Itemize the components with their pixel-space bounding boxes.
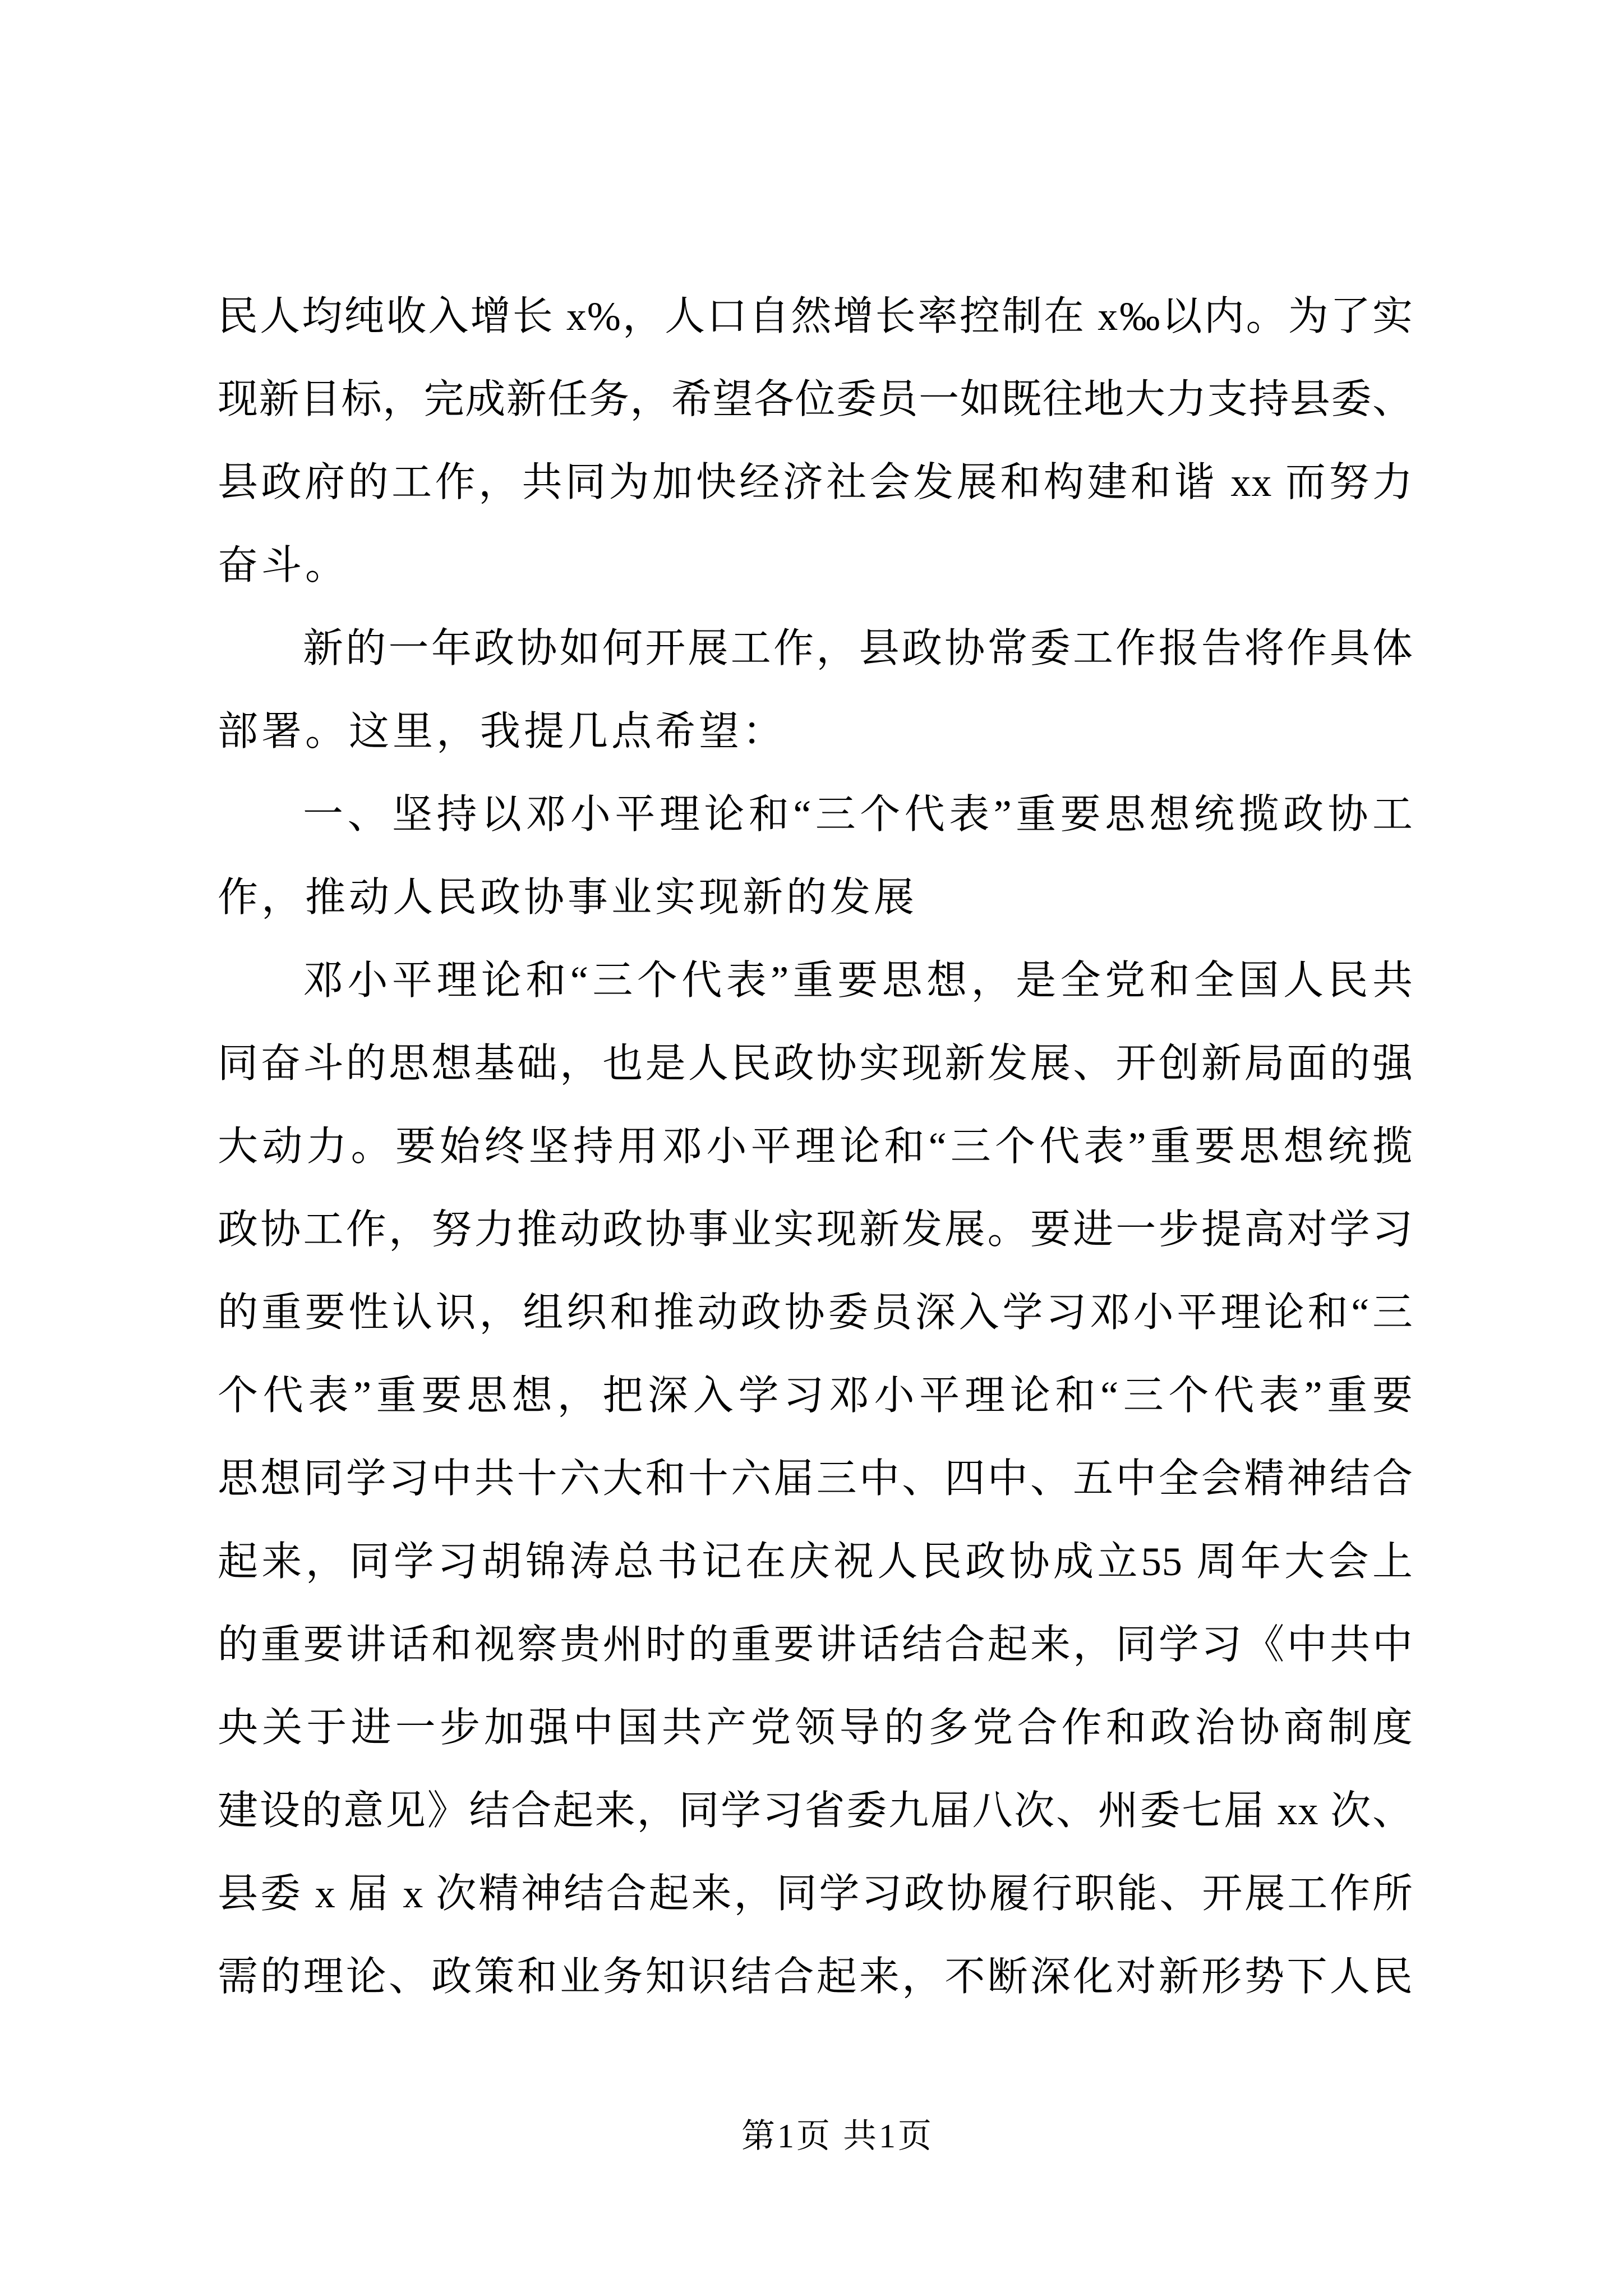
- text-line: 现新目标，完成新任务，希望各位委员一如既往地大力支持县委、: [218, 377, 1413, 422]
- text-line: 县委 x 届 x 次精神结合起来，同学习政协履行职能、开展工作所: [218, 1871, 1413, 1916]
- text-line: 起来，同学习胡锦涛总书记在庆祝人民政协成立55 周年大会上: [218, 1539, 1413, 1584]
- text-line: 一、坚持以邓小平理论和“三个代表”重要思想统揽政协工: [303, 792, 1413, 837]
- text-line: 同奋斗的思想基础，也是人民政协实现新发展、开创新局面的强: [218, 1041, 1413, 1086]
- text-line: 民人均纯收入增长 x%，人口自然增长率控制在 x‰以内。为了实: [218, 294, 1413, 339]
- text-line: 新的一年政协如何开展工作，县政协常委工作报告将作具体: [303, 626, 1413, 671]
- text-line: 奋斗。: [218, 543, 349, 588]
- document-body: [218, 275, 1413, 2018]
- text-line: 大动力。要始终坚持用邓小平理论和“三个代表”重要思想统揽: [218, 1124, 1413, 1169]
- text-line: 央关于进一步加强中国共产党领导的多党合作和政治协商制度: [218, 1705, 1413, 1750]
- page-footer: 第1页 共1页: [741, 2118, 934, 2155]
- text-line: 县政府的工作，共同为加快经济社会发展和构建和谐 xx 而努力: [218, 460, 1413, 505]
- text-line: 部署。这里，我提几点希望：: [218, 709, 787, 754]
- text-line: 邓小平理论和“三个代表”重要思想，是全党和全国人民共: [303, 958, 1413, 1003]
- text-line: 政协工作，努力推动政协事业实现新发展。要进一步提高对学习: [218, 1207, 1413, 1252]
- text-line: 建设的意见》结合起来，同学习省委九届八次、州委七届 xx 次、: [218, 1788, 1413, 1833]
- text-line: 需的理论、政策和业务知识结合起来，不断深化对新形势下人民: [218, 1954, 1413, 1999]
- text-line: 思想同学习中共十六大和十六届三中、四中、五中全会精神结合: [218, 1456, 1413, 1501]
- text-line: 的重要讲话和视察贵州时的重要讲话结合起来，同学习《中共中: [218, 1622, 1413, 1667]
- text-line: 作，推动人民政协事业实现新的发展: [218, 875, 918, 920]
- text-line: 个代表”重要思想，把深入学习邓小平理论和“三个代表”重要: [218, 1373, 1413, 1418]
- text-line: 的重要性认识，组织和推动政协委员深入学习邓小平理论和“三: [218, 1290, 1413, 1335]
